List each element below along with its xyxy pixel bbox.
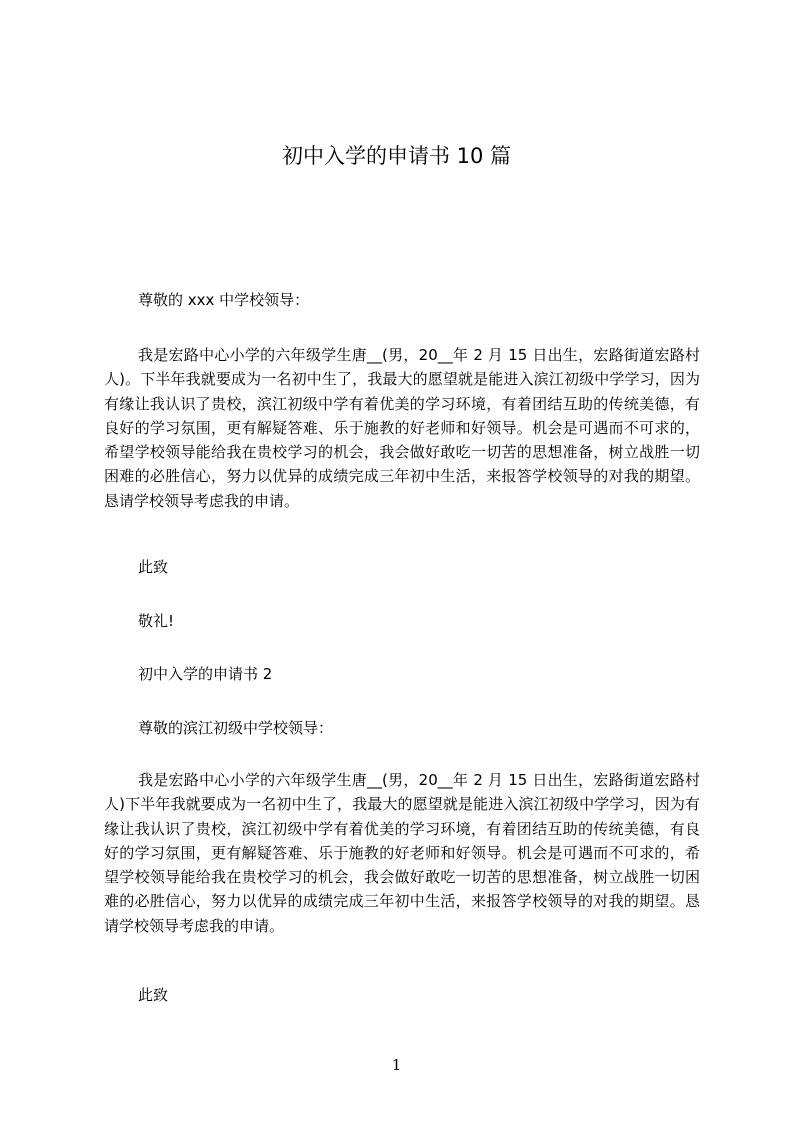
letter1-closing-cizhi: 此致 [138,558,169,576]
letter2-closing-cizhi: 此致 [138,986,169,1004]
page-number: 1 [391,1056,402,1074]
letter1-closing-jingli: 敬礼! [138,612,175,630]
letter1-body: 我是宏路中心小学的六年级学生唐__(男，20__年 2 月 15 日出生，宏路街道宏路村人)。下半年我就要成为一名初中生了，我最大的愿望就是能进入滨江初级中学学习，因为有缘让我认识了贵校，滨江初级中学有着优美的学习环境，有着团结互助的传统美德，有良好的学习氛围，更有解疑答难、乐于施教的好老师和好领导。机会是可遇而不可求的，希望学校领导能给我在贵校学习的机会，我会做好敢吃一切苦的思想准备，树立战胜一切困难的必胜信心，努力以优异的成绩完成三年初中生活，来报答学校领导的对我的期望。恳请学校领导考虑我的申请。 [104,346,700,510]
letter1-salutation: 尊敬的 xxx 中学校领导： [138,291,310,309]
letter2-heading: 初中入学的申请书 2 [138,665,273,683]
letter2-salutation: 尊敬的滨江初级中学校领导： [138,719,334,737]
document-title: 初中入学的申请书 10 篇 [281,144,512,168]
letter2-body: 我是宏路中心小学的六年级学生唐__(男，20__年 2 月 15 日出生，宏路街道宏路村人)下半年我就要成为一名初中生了，我最大的愿望就是能进入滨江初级中学学习，因为有缘让我认识了贵校，滨江初级中学有着优美的学习环境，有着团结互助的传统美德，有良好的学习氛围，更有解疑答难、乐于施教的好老师和好领导。机会是可遇而不可求的，希望学校领导能给我在贵校学习的机会，我会做好敢吃一切苦的思想准备，树立战胜一切困难的必胜信心，努力以优异的成绩完成三年初中生活，来报答学校领导的对我的期望。恳请学校领导考虑我的申请。 [104,771,700,935]
